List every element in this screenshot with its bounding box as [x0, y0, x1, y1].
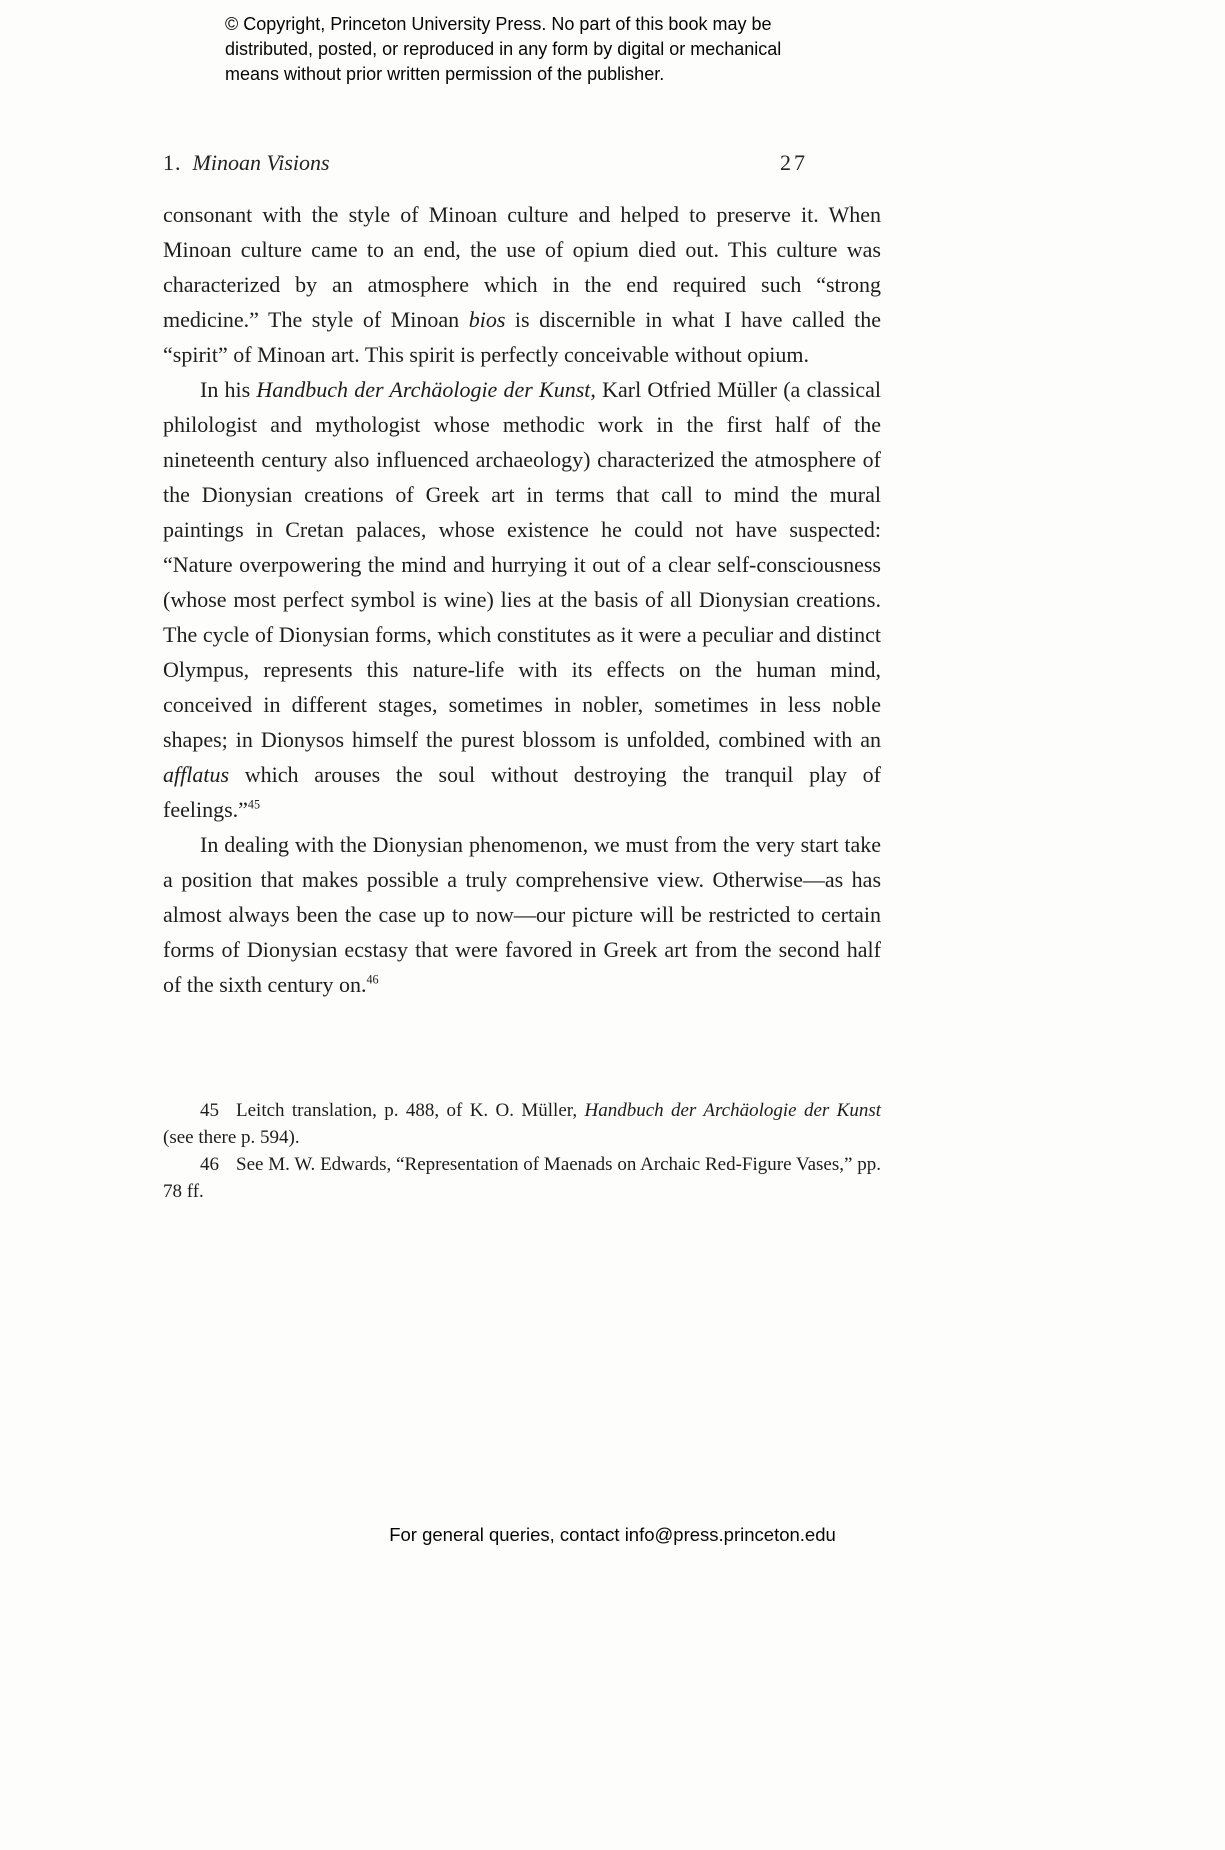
text-run: In dealing with the Dionysian phenomenon, we must from the very start take a position that makes possible a truly comprehensive view. Otherwise—as has almost always been the case up to now—our picture will be restricted to certain forms of Dionysian ecstasy that were favored in Greek art from the second half of the sixth century on.: [163, 832, 881, 997]
text-run: consonant with the style of Minoan culture and helped to preserve it. When Minoan culture came to an end, the use of opium died out. This culture was characterized by an atmosphere which in the end required such “strong medicine.” The style of Minoan: [163, 202, 881, 332]
italic-text-run: afflatus: [163, 762, 230, 787]
footnote-marker: 46: [366, 972, 379, 987]
text-run: (see there p. 594).: [163, 1127, 300, 1148]
footnote-number: 46: [200, 1154, 219, 1175]
footnote-number: 45: [200, 1100, 219, 1121]
body-paragraphs: [163, 197, 881, 1002]
italic-text-run: bios: [468, 307, 506, 332]
chapter-head: [163, 150, 330, 176]
footnote: [163, 1151, 881, 1205]
italic-text-run: Handbuch der Archäologie der Kunst: [584, 1100, 882, 1121]
chapter-number: 1.: [163, 150, 182, 175]
italic-text-run: Handbuch der Archäologie der Kunst: [256, 377, 591, 402]
footnotes: [163, 1097, 881, 1205]
paragraph: [163, 372, 881, 827]
text-run: is discernible in what I have called the “spirit” of Minoan art. This spirit is perfectly conceivable without opium.: [163, 307, 881, 367]
copyright-notice: © Copyright, Princeton University Press. No part of this book may be distributed, posted, or reproduced in any form by digital or mechanical means without prior written permission of the publisher.: [225, 14, 782, 84]
footnote-marker: 45: [247, 797, 260, 812]
text-run: Leitch translation, p. 488, of K. O. Müller,: [236, 1100, 585, 1121]
chapter-title: Minoan Visions: [192, 150, 330, 175]
page-number: 27: [780, 150, 808, 175]
footer-contact: For general queries, contact info@press.princeton.edu: [389, 1524, 836, 1545]
text-run: See M. W. Edwards, “Representation of Maenads on Archaic Red-Figure Vases,” pp. 78 ff.: [163, 1154, 881, 1202]
text-run: which arouses the soul without destroying the tranquil play of feelings.”: [163, 762, 881, 822]
text-run: , Karl Otfried Müller (a classical philologist and mythologist whose methodic work in the first half of the nineteenth century also influenced archaeology) characterized the atmosphere of the Dionysian creations of Greek art in terms that call to mind the mural paintings in Cretan palaces, whose existence he could not have suspected: “Nature overpowering the mind and hurrying it out of a clear self-consciousness (whose most perfect symbol is wine) lies at the basis of all Dionysian creations. The cycle of Dionysian forms, which constitutes as it were a peculiar and distinct Olympus, represents this nature-life with its effects on the human mind, conceived in different stages, sometimes in nobler, sometimes in less noble shapes; in Dionysos himself the purest blossom is unfolded, combined with an: [163, 377, 882, 752]
text-run: In his: [200, 377, 257, 402]
running-head: [163, 150, 881, 176]
paragraph: [163, 827, 881, 1002]
footnote: [163, 1097, 881, 1151]
paragraph: [163, 197, 881, 372]
